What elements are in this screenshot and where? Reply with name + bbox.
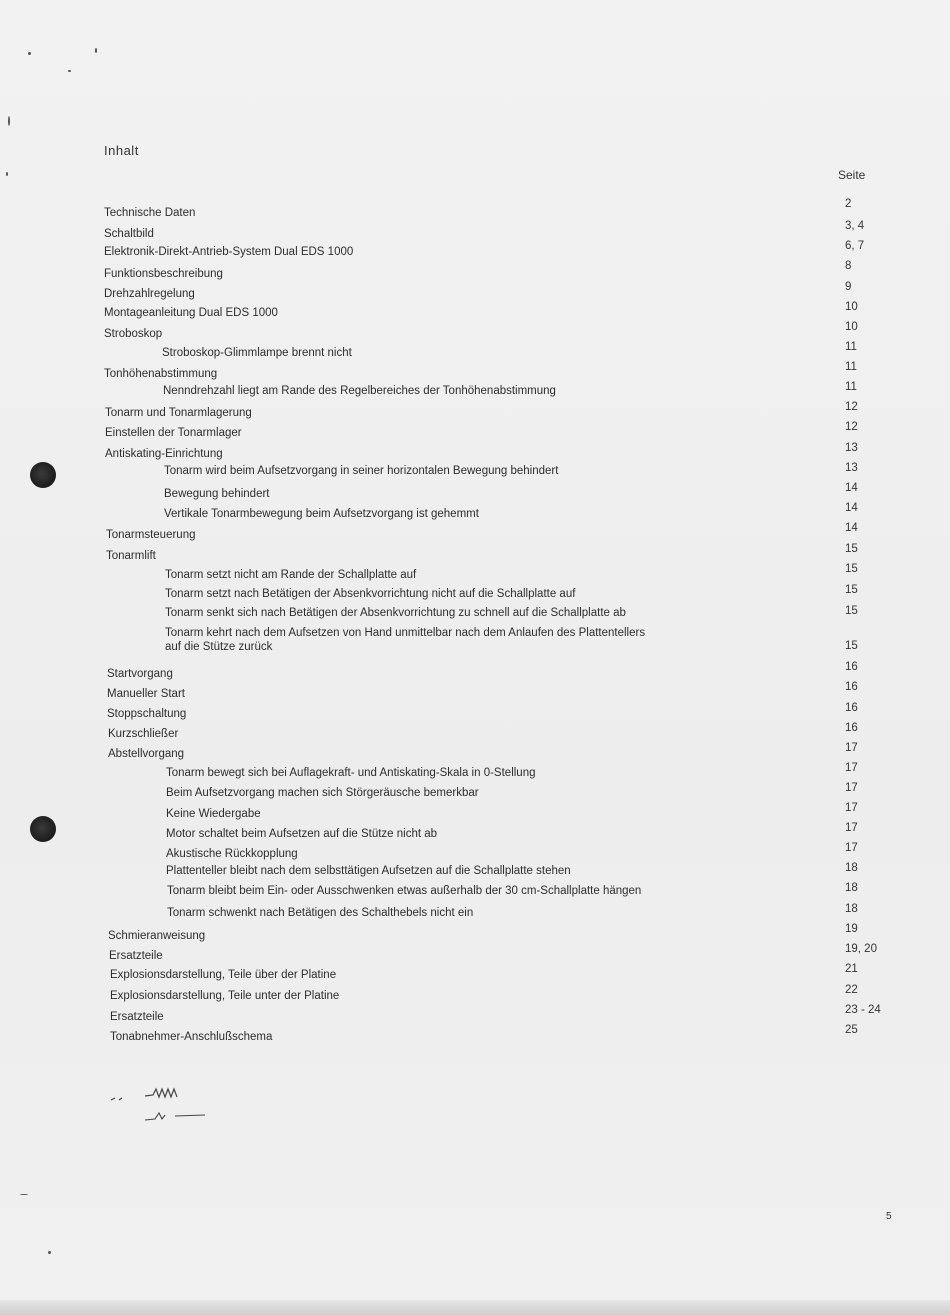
handwritten-mark xyxy=(105,1078,255,1128)
toc-entry-page: 3, 4 xyxy=(845,220,865,232)
toc-entry-title: Einstellen der Tonarmlager xyxy=(105,427,242,439)
toc-entry-page: 17 xyxy=(845,762,858,774)
scan-speck xyxy=(28,52,31,55)
toc-entry-title: Drehzahlregelung xyxy=(104,288,195,300)
toc-entry-page: 2 xyxy=(845,198,852,210)
toc-entry-title: Akustische Rückkopplung xyxy=(166,848,298,860)
toc-entry-page: 11 xyxy=(845,341,857,353)
toc-entry-title: Tonarm setzt nach Betätigen der Absenkvorrichtung nicht auf die Schallplatte auf xyxy=(165,588,576,600)
toc-entry-page: 14 xyxy=(845,502,858,514)
toc-entry-title: Abstellvorgang xyxy=(108,748,185,760)
toc-entry-title: Antiskating-Einrichtung xyxy=(105,448,223,460)
toc-entry-title: Plattenteller bleibt nach dem selbsttätigen Aufsetzen auf die Schallplatte stehen xyxy=(166,865,571,877)
toc-entry-title: Stroboskop xyxy=(104,328,163,340)
toc-entry-title: Ersatzteile xyxy=(109,950,163,962)
toc-entry-title: Explosionsdarstellung, Teile über der Platine xyxy=(110,969,337,981)
toc-entry-page: 12 xyxy=(845,401,858,413)
toc-entry-page: 14 xyxy=(845,522,858,534)
toc-entry-page: 16 xyxy=(845,661,858,673)
toc-entry-title: Explosionsdarstellung, Teile unter der Platine xyxy=(110,990,340,1002)
toc-entry-title: Keine Wiedergabe xyxy=(166,808,261,820)
toc-entry-title: Vertikale Tonarmbewegung beim Aufsetzvorgang ist gehemmt xyxy=(164,508,479,520)
toc-entry-page: 25 xyxy=(845,1024,858,1036)
toc-entry-page: 15 xyxy=(845,605,858,617)
scan-edge xyxy=(0,1300,950,1315)
toc-entry-page: 11 xyxy=(845,361,857,373)
toc-entry-title: Tonarm setzt nicht am Rande der Schallplatte auf xyxy=(165,569,417,581)
toc-entry-title: Stoppschaltung xyxy=(107,708,187,720)
toc-entry-title: Schmieranweisung xyxy=(108,930,206,942)
scan-speck xyxy=(48,1251,51,1254)
toc-entry-page: 6, 7 xyxy=(845,240,865,252)
scan-speck xyxy=(6,172,8,176)
toc-entry-page: 18 xyxy=(845,882,858,894)
toc-entry-title: Tonabnehmer-Anschlußschema xyxy=(110,1031,273,1043)
toc-entry-title: Ersatzteile xyxy=(110,1011,164,1023)
page-number: 5 xyxy=(886,1211,892,1222)
toc-entry-page: 16 xyxy=(845,681,858,693)
toc-entry-title: Montageanleitung Dual EDS 1000 xyxy=(104,307,278,319)
toc-entry-title: Beim Aufsetzvorgang machen sich Störgeräusche bemerkbar xyxy=(166,787,479,799)
toc-entry-page: 14 xyxy=(845,482,858,494)
toc-entry-title: Stroboskop-Glimmlampe brennt nicht xyxy=(162,347,352,359)
toc-entry-page: 16 xyxy=(845,702,858,714)
toc-entry-page: 22 xyxy=(845,984,858,996)
toc-entry-title: Manueller Start xyxy=(107,688,185,700)
toc-entry-page: 19 xyxy=(845,923,858,935)
toc-entry-page: 23 - 24 xyxy=(845,1004,881,1016)
toc-entry-title: Bewegung behindert xyxy=(164,488,270,500)
toc-entry-page: 17 xyxy=(845,842,858,854)
toc-entry-page: 12 xyxy=(845,421,858,433)
page-heading: Inhalt xyxy=(104,143,139,158)
scan-speck xyxy=(95,48,97,53)
toc-entry-page: 13 xyxy=(845,442,858,454)
toc-entry-title: Nenndrehzahl liegt am Rande des Regelbereiches der Tonhöhenabstimmung xyxy=(163,385,556,397)
toc-entry-page: 10 xyxy=(845,301,858,313)
toc-entry-page: 17 xyxy=(845,822,858,834)
punch-hole-bottom xyxy=(30,816,56,842)
toc-entry-title: Tonarm und Tonarmlagerung xyxy=(105,407,252,419)
toc-entry-title: Tonarmsteuerung xyxy=(106,529,196,541)
toc-entry-page: 19, 20 xyxy=(845,943,877,955)
toc-entry-page: 16 xyxy=(845,722,858,734)
punch-hole-top xyxy=(30,462,56,488)
toc-entry-title: Kurzschließer xyxy=(108,728,179,740)
toc-entry-title: Tonarm kehrt nach dem Aufsetzen von Hand unmittelbar nach dem Anlaufen des Plattentellers xyxy=(165,627,646,639)
toc-entry-title: Elektronik-Direkt-Antrieb-System Dual EDS 1000 xyxy=(104,246,354,258)
toc-entry-page: 15 xyxy=(845,563,858,575)
toc-entry-title: Tonarm bleibt beim Ein- oder Ausschwenken etwas außerhalb der 30 cm-Schallplatte hängen xyxy=(167,885,642,897)
scan-speck xyxy=(8,116,10,126)
toc-entry-title: Tonarm senkt sich nach Betätigen der Absenkvorrichtung zu schnell auf die Schallplatte ab xyxy=(165,607,626,619)
toc-entry-title: Tonarmlift xyxy=(106,550,156,562)
page-column-label: Seite xyxy=(838,168,866,182)
toc-entry-title: Motor schaltet beim Aufsetzen auf die Stütze nicht ab xyxy=(166,828,438,840)
scan-speck xyxy=(68,70,71,72)
toc-entry-page: 21 xyxy=(845,963,858,975)
toc-entry-title: Funktionsbeschreibung xyxy=(104,268,223,280)
toc-entry-title: Tonhöhenabstimmung xyxy=(104,368,218,380)
toc-entry-page: 8 xyxy=(845,260,852,272)
toc-entry-page: 17 xyxy=(845,802,858,814)
toc-entry-page: 13 xyxy=(845,462,858,474)
toc-entry-page: 10 xyxy=(845,321,858,333)
toc-entry-page: 15 xyxy=(845,640,858,652)
toc-entry-page: 18 xyxy=(845,903,858,915)
toc-entry-title-continued: auf die Stütze zurück xyxy=(165,641,273,653)
toc-entry-page: 9 xyxy=(845,281,852,293)
scan-speck xyxy=(20,1194,28,1195)
toc-entry-title: Tonarm bewegt sich bei Auflagekraft- und Antiskating-Skala in 0-Stellung xyxy=(166,767,536,779)
toc-entry-page: 18 xyxy=(845,862,858,874)
toc-entry-title: Schaltbild xyxy=(104,228,154,240)
toc-entry-page: 11 xyxy=(845,381,857,393)
toc-entry-page: 17 xyxy=(845,782,858,794)
toc-entry-title: Startvorgang xyxy=(107,668,173,680)
toc-entry-page: 15 xyxy=(845,584,858,596)
toc-entry-title: Tonarm schwenkt nach Betätigen des Schalthebels nicht ein xyxy=(167,907,474,919)
toc-entry-title: Tonarm wird beim Aufsetzvorgang in seiner horizontalen Bewegung behindert xyxy=(164,465,559,477)
toc-entry-title: Technische Daten xyxy=(104,207,196,219)
toc-entry-page: 17 xyxy=(845,742,858,754)
toc-entry-page: 15 xyxy=(845,543,858,555)
